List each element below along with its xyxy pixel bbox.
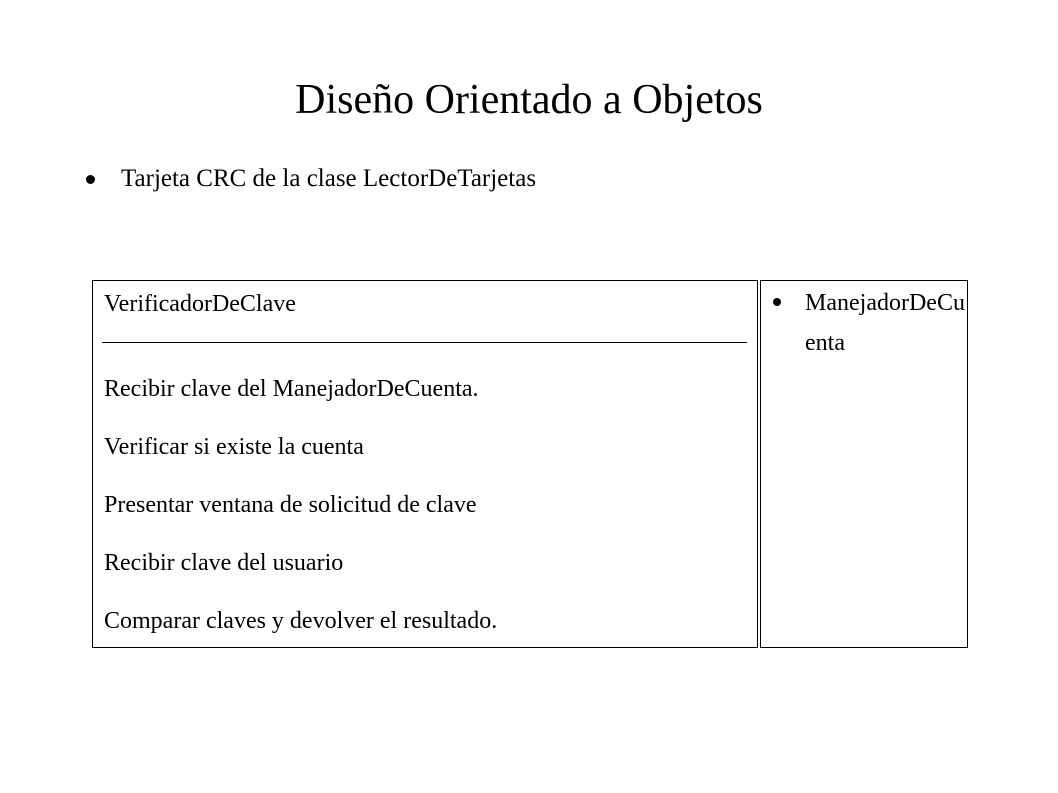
crc-card-responsibilities (92, 280, 758, 648)
responsibility-item: Presentar ventana de solicitud de clave (104, 492, 477, 518)
responsibility-item: Verificar si existe la cuenta (104, 434, 364, 460)
subtitle-text: Tarjeta CRC de la clase LectorDeTarjetas (121, 165, 537, 192)
responsibility-item: Comparar claves y devolver el resultado. (104, 608, 498, 634)
crc-card-collaborators (760, 280, 968, 648)
bullet-dot-icon (86, 175, 95, 184)
crc-divider (102, 342, 747, 343)
bullet-dot-icon (773, 298, 781, 306)
collaborator-item (773, 283, 965, 363)
slide-title: Diseño Orientado a Objetos (295, 77, 763, 123)
responsibility-list (104, 372, 497, 662)
collaborator-name: ManejadorDeCuenta (805, 290, 965, 356)
responsibility-item: Recibir clave del usuario (104, 550, 344, 576)
responsibility-item: Recibir clave del ManejadorDeCuenta. (104, 376, 479, 402)
subtitle-bullet (86, 162, 536, 196)
crc-class-name: VerificadorDeClave (104, 291, 296, 317)
